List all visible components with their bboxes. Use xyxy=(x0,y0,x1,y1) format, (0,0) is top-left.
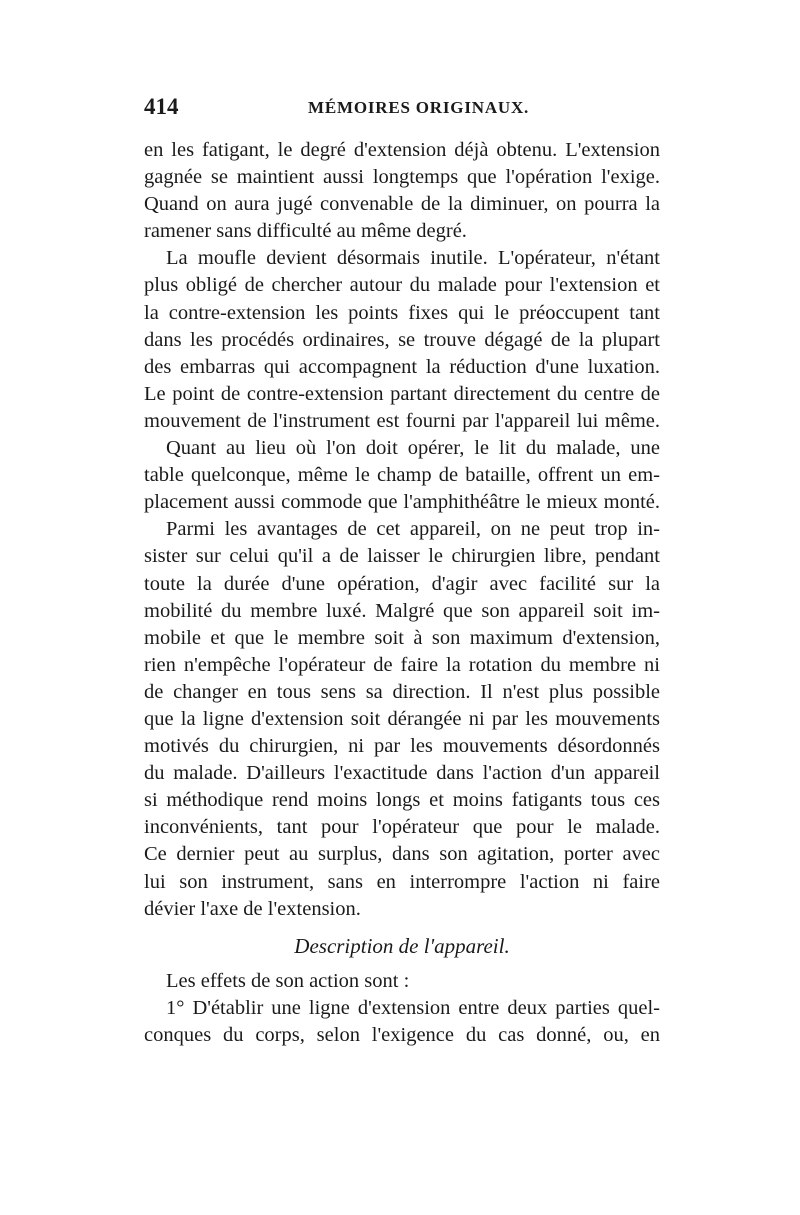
text-line: plus obligé de chercher autour du malade pour l'extension et xyxy=(144,274,660,297)
page-number: 414 xyxy=(144,94,179,119)
page-header xyxy=(144,94,660,124)
text-line: conques du corps, selon l'exigence du cas donné, ou, en xyxy=(144,1024,660,1046)
text-line: la contre-extension les points fixes qui le préoccupent tant xyxy=(144,301,660,324)
text-line: de changer en tous sens sa direction. Il n'est plus possible xyxy=(144,680,660,703)
text-line: Quant au lieu où l'on doit opérer, le lit du malade, une xyxy=(166,437,660,460)
text-line: Parmi les avantages de cet appareil, on ne peut trop in- xyxy=(166,518,660,541)
text-line: dans les procédés ordinaires, se trouve dégagé de la plupart xyxy=(144,328,660,351)
text-line: La moufle devient désormais inutile. L'opérateur, n'étant xyxy=(166,247,660,270)
text-line: 1° D'établir une ligne d'extension entre deux parties quel- xyxy=(166,996,660,1019)
text-line: mobilité du membre luxé. Malgré que son appareil soit im- xyxy=(144,599,660,622)
text-line: motivés du chirurgien, ni par les mouvements désordonnés xyxy=(144,735,660,758)
text-line: inconvénients, tant pour l'opérateur que pour le malade. xyxy=(144,816,660,839)
text-line: rien n'empêche l'opérateur de faire la rotation du membre ni xyxy=(144,653,660,676)
text-line: ramener sans difficulté au même degré. xyxy=(144,220,467,243)
text-line: en les fatigant, le degré d'extension déjà obtenu. L'extension xyxy=(144,139,660,161)
text-line: si méthodique rend moins longs et moins fatigants tous ces xyxy=(144,789,660,812)
text-line: Les effets de son action sont : xyxy=(166,969,410,992)
text-line: que la ligne d'extension soit dérangée ni par les mouvements xyxy=(144,707,660,730)
text-line: dévier l'axe de l'extension. xyxy=(144,897,361,920)
text-line: lui son instrument, sans en interrompre l'action ni faire xyxy=(144,870,660,893)
text-line: toute la durée d'une opération, d'agir avec facilité sur la xyxy=(144,572,660,595)
text-line: table quelconque, même le champ de bataille, offrent un em- xyxy=(144,464,660,487)
running-title: MÉMOIRES ORIGINAUX. xyxy=(308,98,530,117)
text-line: sister sur celui qu'il a de laisser le chirurgien libre, pendant xyxy=(144,545,660,568)
text-line: Ce dernier peut au surplus, dans son agitation, porter avec xyxy=(144,843,660,866)
text-line: Le point de contre-extension partant directement du centre de xyxy=(144,382,660,405)
text-line: gagnée se maintient aussi longtemps que l'opération l'exige. xyxy=(144,166,660,189)
text-line: mouvement de l'instrument est fourni par l'appareil lui même. xyxy=(144,409,660,432)
text-line: mobile et que le membre soit à son maximum d'extension, xyxy=(144,626,660,649)
section-heading: Description de l'appareil. xyxy=(294,933,510,958)
text-line: des embarras qui accompagnent la réduction d'une luxation. xyxy=(144,355,660,378)
body-text xyxy=(144,137,660,1049)
text-line: Quand on aura jugé convenable de la diminuer, on pourra la xyxy=(144,193,660,216)
text-line: du malade. D'ailleurs l'exactitude dans l'action d'un appareil xyxy=(144,762,660,785)
text-line: placement aussi commode que l'amphithéâtre le mieux monté. xyxy=(144,491,660,514)
